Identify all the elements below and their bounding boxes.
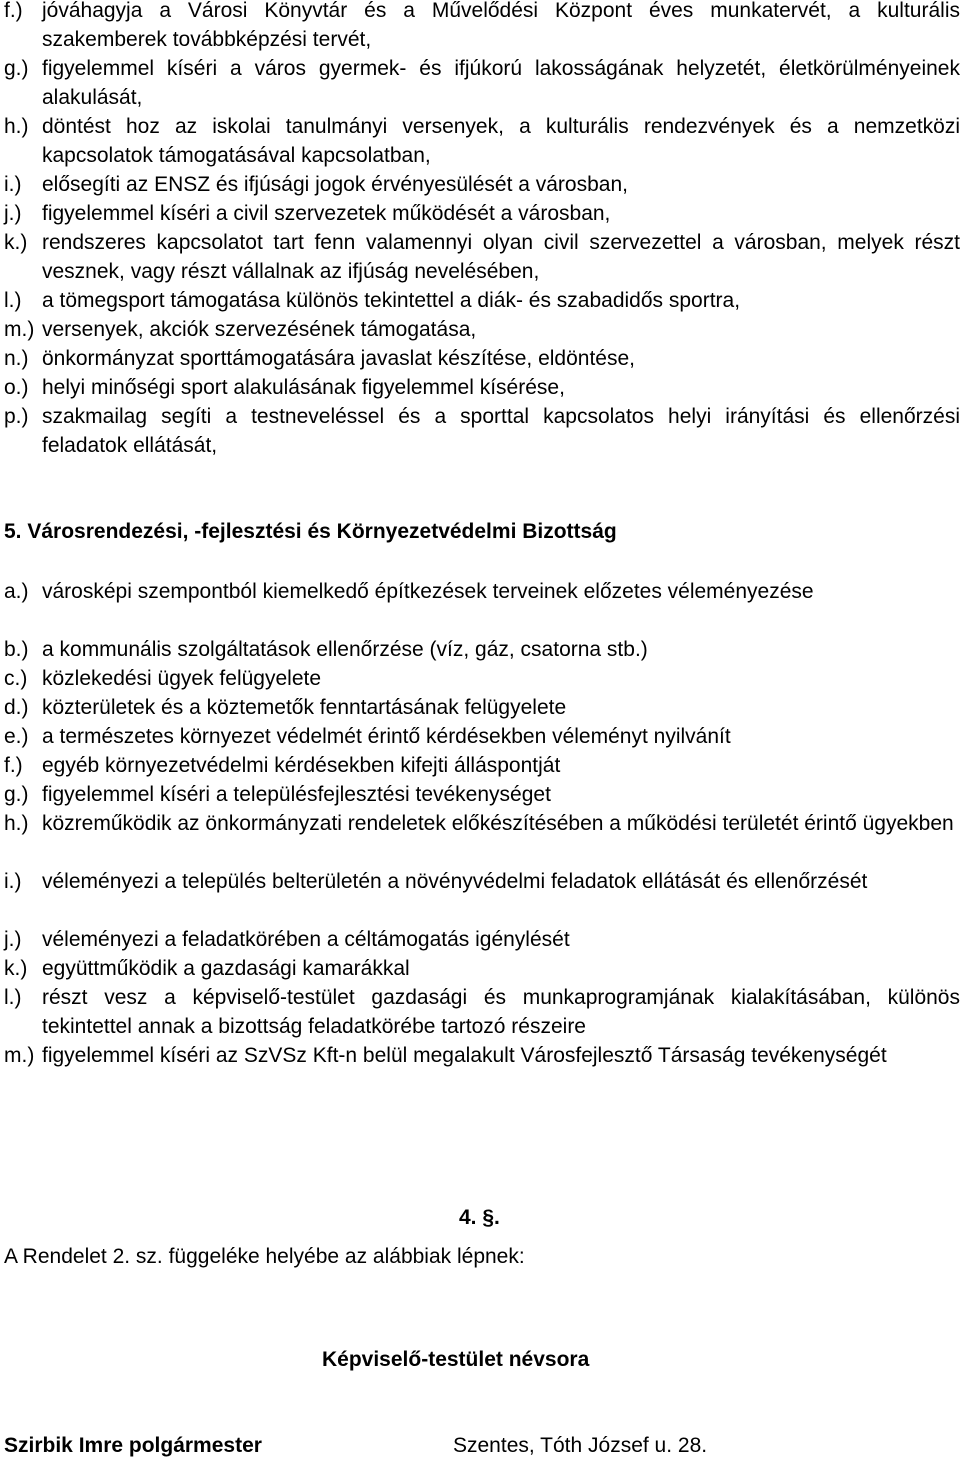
item-text: a kommunális szolgáltatások ellenőrzése (víz, gáz, csatorna stb.): [42, 638, 648, 661]
item-j-top: [4, 199, 960, 228]
paragraph-number: [459, 1206, 500, 1230]
item-text: véleményezi a feladatkörében a céltámogatás igénylését: [42, 928, 570, 951]
item-label: f.): [4, 0, 23, 22]
item-text: szakmailag segíti a testneveléssel és a sporttal kapcsolatos helyi irányítási és ellenőrzési feladatok ellátását,: [42, 405, 960, 457]
item-label: m.): [4, 1044, 35, 1067]
item-text: egyéb környezetvédelmi kérdésekben kifejti álláspontját: [42, 754, 561, 777]
item-g-top: [4, 54, 960, 112]
item-n-top: [4, 344, 960, 373]
item-i-top: [4, 170, 960, 199]
item-text: közlekedési ügyek felügyelete: [42, 667, 322, 690]
item-text: jóváhagyja a Városi Könyvtár és a Művelődési Központ éves munkatervét, a kulturális szakemberek továbbképzési tervét,: [42, 0, 960, 51]
item-text: a tömegsport támogatása különös tekintettel a diák- és szabadidős sportra,: [42, 289, 741, 312]
item-text: részt vesz a képviselő-testület gazdasági és munkaprogramjának kialakításában, különös tekintettel annak a bizottság feladatkörébe tartozó részeire: [42, 986, 960, 1038]
item-c-s5: [4, 664, 960, 693]
item-m-s5: [4, 1041, 960, 1070]
item-text: véleményezi a település belterületén a növényvédelmi feladatok ellátását és ellenőrzését: [42, 870, 868, 893]
item-label: h.): [4, 812, 29, 835]
item-k-s5: [4, 954, 960, 983]
item-label: j.): [4, 202, 22, 225]
paragraph-number-value: 4.: [459, 1206, 477, 1229]
item-f-s5: [4, 751, 960, 780]
item-p-top: [4, 402, 960, 460]
item-label: l.): [4, 986, 22, 1009]
item-j-s5: [4, 925, 960, 954]
item-text: helyi minőségi sport alakulásának figyelemmel kísérése,: [42, 376, 565, 399]
item-text: figyelemmel kíséri a településfejlesztési tevékenységet: [42, 783, 551, 806]
item-text: elősegíti az ENSZ és ifjúsági jogok érvényesülését a városban,: [42, 173, 628, 196]
item-label: g.): [4, 57, 29, 80]
item-h-s5: [4, 809, 960, 838]
item-label: c.): [4, 667, 28, 690]
roster-name: Szirbik Imre polgármester: [4, 1434, 262, 1457]
item-m-top: [4, 315, 960, 344]
item-g-s5: [4, 780, 960, 809]
paragraph-intro: A Rendelet 2. sz. függeléke helyébe az alábbiak lépnek:: [4, 1245, 525, 1268]
item-text: döntést hoz az iskolai tanulmányi versenyek, a kulturális rendezvények és a nemzetközi kapcsolatok támogatásával kapcsolatban,: [42, 115, 960, 167]
roster-title: Képviselő-testület névsora: [322, 1348, 590, 1371]
roster-address: Szentes, Tóth József u. 28.: [453, 1434, 708, 1457]
item-label: b.): [4, 638, 29, 661]
item-e-s5: [4, 722, 960, 751]
item-label: j.): [4, 928, 22, 951]
item-a-s5: [4, 577, 960, 606]
item-label: h.): [4, 115, 29, 138]
item-label: k.): [4, 957, 28, 980]
item-k-top: [4, 228, 960, 286]
item-label: e.): [4, 725, 29, 748]
item-i-s5: [4, 867, 960, 896]
item-b-s5: [4, 635, 960, 664]
item-d-s5: [4, 693, 960, 722]
item-text: közterületek és a köztemetők fenntartásának felügyelete: [42, 696, 567, 719]
item-l-top: [4, 286, 960, 315]
item-o-top: [4, 373, 960, 402]
item-l-s5: [4, 983, 960, 1041]
item-label: l.): [4, 289, 22, 312]
item-text: együttműködik a gazdasági kamarákkal: [42, 957, 410, 980]
item-label: k.): [4, 231, 28, 254]
item-text: figyelemmel kíséri az SzVSz Kft-n belül megalakult Városfejlesztő Társaság tevékenységét: [42, 1044, 887, 1067]
item-f-top: [4, 0, 960, 54]
section-5-title: 5. Városrendezési, -fejlesztési és Környezetvédelmi Bizottság: [4, 520, 617, 543]
item-text: a természetes környezet védelmét érintő kérdésekben véleményt nyilvánít: [42, 725, 731, 748]
item-label: a.): [4, 580, 29, 603]
item-label: o.): [4, 376, 29, 399]
item-text: figyelemmel kíséri a város gyermek- és ifjúkorú lakosságának helyzetét, életkörülményeinek alakulását,: [42, 57, 960, 109]
item-text: városképi szempontból kiemelkedő építkezések terveinek előzetes véleményezése: [42, 580, 814, 603]
item-h-top: [4, 112, 960, 170]
item-label: f.): [4, 754, 23, 777]
item-label: d.): [4, 696, 29, 719]
item-label: p.): [4, 405, 29, 428]
item-label: m.): [4, 318, 35, 341]
item-text: figyelemmel kíséri a civil szervezetek működését a városban,: [42, 202, 611, 225]
item-label: n.): [4, 347, 29, 370]
item-text: versenyek, akciók szervezésének támogatása,: [42, 318, 477, 341]
item-label: i.): [4, 870, 22, 893]
paragraph-mark: §.: [482, 1206, 500, 1229]
item-text: rendszeres kapcsolatot tart fenn valamennyi olyan civil szervezettel a városban, melyek részt vesznek, vagy részt vállalnak az ifjúság nevelésében,: [42, 231, 960, 283]
item-label: g.): [4, 783, 29, 806]
item-text: közreműködik az önkormányzati rendeletek előkészítésében a működési területét érintő ügyekben: [42, 812, 954, 835]
item-text: önkormányzat sporttámogatására javaslat készítése, eldöntése,: [42, 347, 635, 370]
item-label: i.): [4, 173, 22, 196]
